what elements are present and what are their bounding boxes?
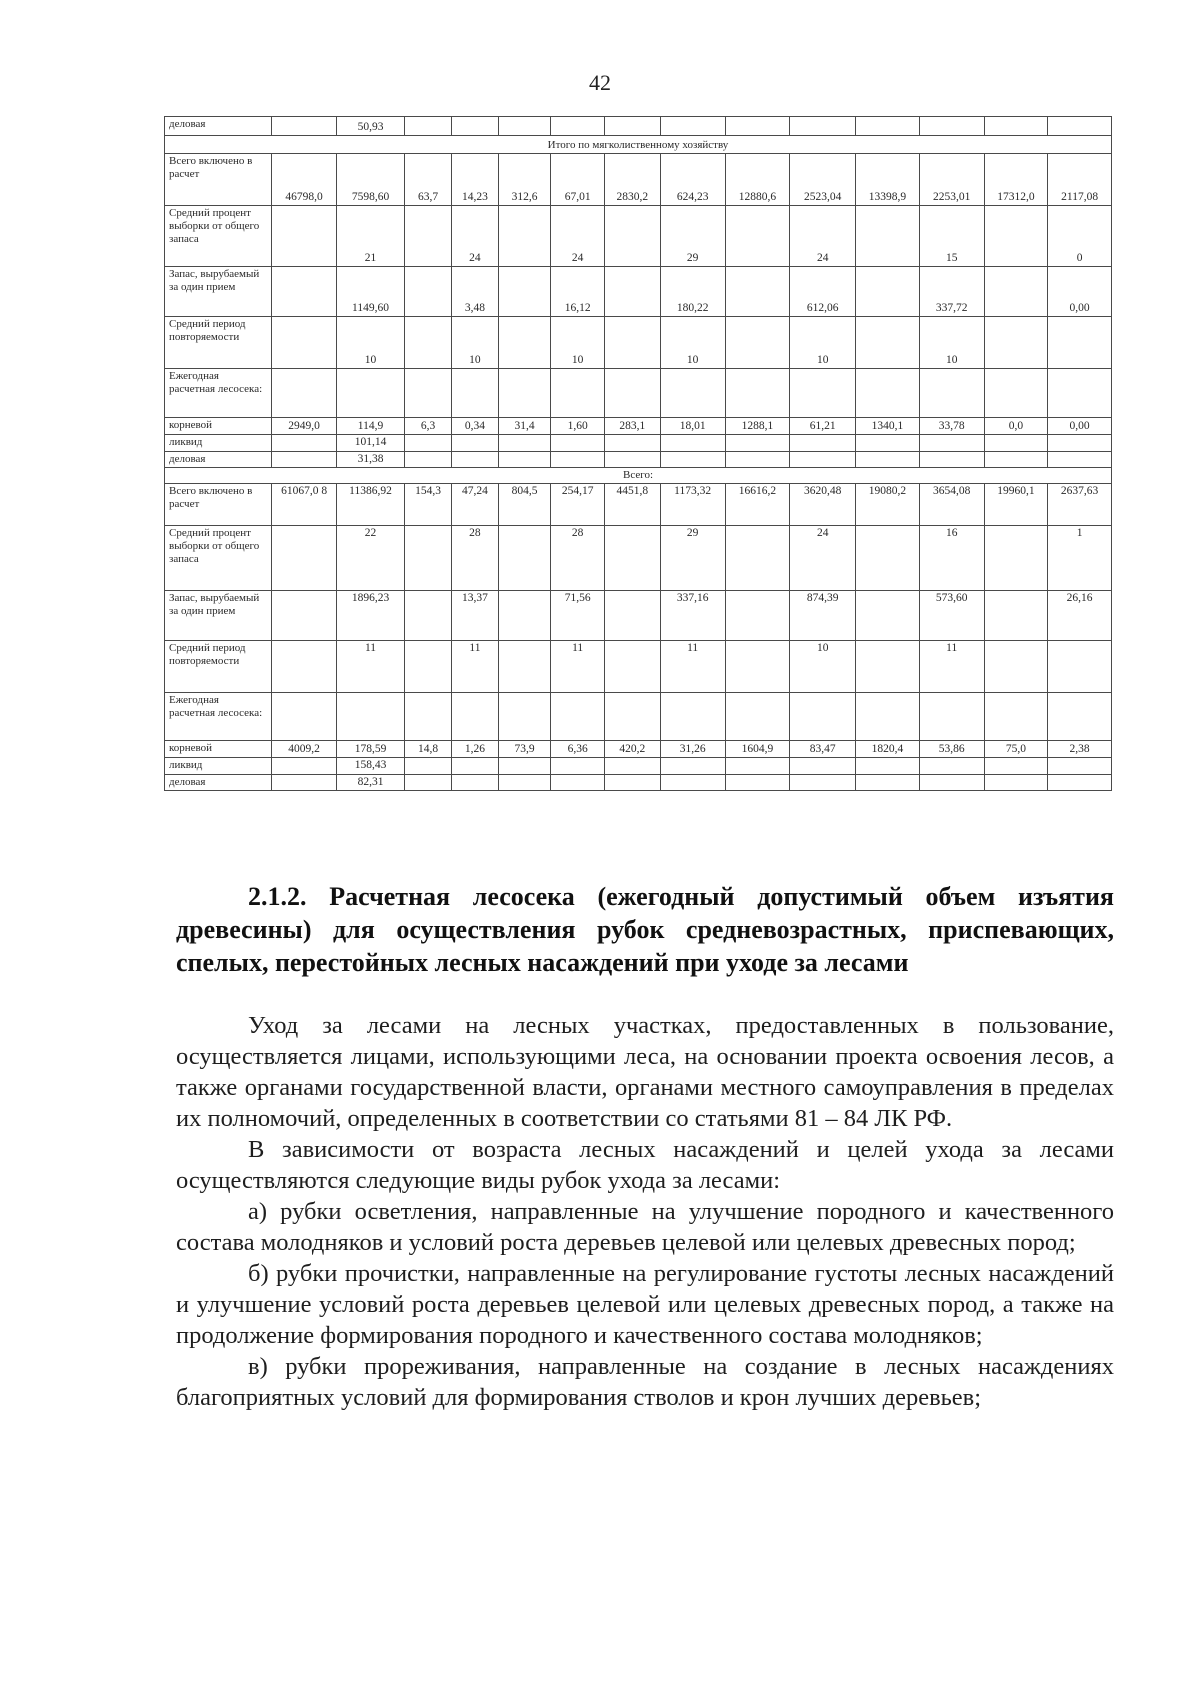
table-cell xyxy=(498,369,550,418)
table-cell xyxy=(498,526,550,591)
table-row xyxy=(165,741,1112,758)
table-row xyxy=(165,693,1112,741)
table-cell: 337,16 xyxy=(660,591,725,641)
table-cell: 46798,0 xyxy=(272,154,337,206)
table-cell: 612,06 xyxy=(790,267,856,317)
table-cell xyxy=(1048,451,1112,468)
table-cell xyxy=(919,774,984,791)
table-cell xyxy=(405,758,452,775)
table-cell: 0,00 xyxy=(1048,267,1112,317)
table-cell: 24 xyxy=(790,526,856,591)
table-cell xyxy=(1048,117,1112,136)
table-cell xyxy=(451,451,498,468)
table-cell xyxy=(660,451,725,468)
table-cell: 10 xyxy=(790,317,856,369)
table-cell: 7598,60 xyxy=(336,154,404,206)
table-cell xyxy=(660,369,725,418)
table-row xyxy=(165,774,1112,791)
table-cell: 874,39 xyxy=(790,591,856,641)
table-cell xyxy=(272,758,337,775)
table-cell xyxy=(856,117,920,136)
table-cell: 14,23 xyxy=(451,154,498,206)
table-cell xyxy=(856,526,920,591)
table-cell: 573,60 xyxy=(919,591,984,641)
table-cell xyxy=(604,369,660,418)
table-cell xyxy=(856,317,920,369)
table-row xyxy=(165,451,1112,468)
table-cell: 337,72 xyxy=(919,267,984,317)
table-cell xyxy=(725,267,790,317)
table-cell: 12880,6 xyxy=(725,154,790,206)
table-cell xyxy=(604,758,660,775)
table-cell: 17312,0 xyxy=(984,154,1048,206)
table-cell xyxy=(405,693,452,741)
table-cell xyxy=(272,206,337,267)
table-cell: 3620,48 xyxy=(790,484,856,526)
row-label: деловая xyxy=(165,451,272,468)
row-label: ликвид xyxy=(165,758,272,775)
table-cell xyxy=(272,369,337,418)
table-cell: 4451,8 xyxy=(604,484,660,526)
table-cell xyxy=(604,451,660,468)
table-cell: 15 xyxy=(919,206,984,267)
table-cell xyxy=(1048,317,1112,369)
table-cell xyxy=(984,451,1048,468)
table-cell xyxy=(272,451,337,468)
table-cell xyxy=(604,526,660,591)
table-cell xyxy=(919,451,984,468)
table-cell xyxy=(1048,758,1112,775)
table-cell: 19080,2 xyxy=(856,484,920,526)
table-cell: 50,93 xyxy=(336,117,404,136)
table-cell xyxy=(272,641,337,693)
table-cell xyxy=(336,693,404,741)
table-cell xyxy=(405,435,452,452)
table-cell: 3654,08 xyxy=(919,484,984,526)
table-cell xyxy=(725,317,790,369)
table-cell xyxy=(498,591,550,641)
table-cell xyxy=(725,526,790,591)
table-cell xyxy=(498,641,550,693)
table-cell: 10 xyxy=(451,317,498,369)
row-label: ликвид xyxy=(165,435,272,452)
table-cell xyxy=(984,117,1048,136)
table-cell xyxy=(498,117,550,136)
table-cell xyxy=(790,774,856,791)
table-row xyxy=(165,317,1112,369)
table-cell: 31,4 xyxy=(498,418,550,435)
table-cell xyxy=(1048,435,1112,452)
table-cell xyxy=(984,774,1048,791)
table-cell xyxy=(604,267,660,317)
table-row xyxy=(165,641,1112,693)
row-label: Ежегодная расчетная лесосека: xyxy=(165,369,272,418)
table-cell xyxy=(498,693,550,741)
table-cell: 14,8 xyxy=(405,741,452,758)
row-label: Средний процент выборки от общего запаса xyxy=(165,526,272,591)
table-cell xyxy=(1048,641,1112,693)
table-cell xyxy=(336,369,404,418)
table-cell xyxy=(725,206,790,267)
row-label: корневой xyxy=(165,741,272,758)
table-cell: 1 xyxy=(1048,526,1112,591)
table-cell: 312,6 xyxy=(498,154,550,206)
table-cell xyxy=(604,317,660,369)
table-cell: 2117,08 xyxy=(1048,154,1112,206)
table-cell xyxy=(919,369,984,418)
table-row xyxy=(165,206,1112,267)
table-cell xyxy=(604,693,660,741)
table-row xyxy=(165,418,1112,435)
table-cell: 1820,4 xyxy=(856,741,920,758)
table-cell: 154,3 xyxy=(405,484,452,526)
table-cell xyxy=(498,774,550,791)
table-section-title: Всего: xyxy=(165,468,1112,484)
cutting-area-table xyxy=(164,116,1112,791)
table-cell xyxy=(498,451,550,468)
table-cell xyxy=(451,758,498,775)
table-cell: 29 xyxy=(660,206,725,267)
row-label: Средний процент выборки от общего запаса xyxy=(165,206,272,267)
table-cell xyxy=(405,526,452,591)
table-cell xyxy=(405,774,452,791)
table-cell xyxy=(984,641,1048,693)
table-cell xyxy=(660,693,725,741)
table-cell: 254,17 xyxy=(551,484,605,526)
table-cell: 1,60 xyxy=(551,418,605,435)
table-cell xyxy=(856,369,920,418)
table-cell xyxy=(405,369,452,418)
table-cell xyxy=(1048,774,1112,791)
paragraph: в) рубки прореживания, направленные на создание в лесных насаждениях благоприятных условий для формирования стволов и крон лучших деревьев; xyxy=(176,1353,1114,1411)
table-cell: 11 xyxy=(660,641,725,693)
table-cell: 2523,04 xyxy=(790,154,856,206)
table-cell xyxy=(451,693,498,741)
table-cell xyxy=(856,206,920,267)
table-cell xyxy=(551,774,605,791)
table-cell xyxy=(856,641,920,693)
table-cell xyxy=(451,774,498,791)
table-cell: 1173,32 xyxy=(660,484,725,526)
table-row xyxy=(165,758,1112,775)
table-cell xyxy=(272,591,337,641)
table-cell: 1,26 xyxy=(451,741,498,758)
table-cell: 24 xyxy=(551,206,605,267)
table-cell xyxy=(984,206,1048,267)
table-cell: 283,1 xyxy=(604,418,660,435)
table-cell xyxy=(604,117,660,136)
table-cell: 101,14 xyxy=(336,435,404,452)
table-cell: 28 xyxy=(551,526,605,591)
table-cell xyxy=(984,591,1048,641)
row-label: Средний период повторяемости xyxy=(165,641,272,693)
table-cell xyxy=(984,317,1048,369)
table-row xyxy=(165,484,1112,526)
table-cell: 16,12 xyxy=(551,267,605,317)
table-cell: 10 xyxy=(660,317,725,369)
table-cell xyxy=(725,774,790,791)
table-cell: 1604,9 xyxy=(725,741,790,758)
table-cell: 82,31 xyxy=(336,774,404,791)
table-cell xyxy=(498,317,550,369)
table-cell xyxy=(790,117,856,136)
table-cell xyxy=(856,693,920,741)
table-cell xyxy=(790,693,856,741)
table-cell: 61067,0 8 xyxy=(272,484,337,526)
table-cell xyxy=(498,435,550,452)
row-label: Всего включено в расчет xyxy=(165,154,272,206)
table-cell xyxy=(984,435,1048,452)
table-cell: 11 xyxy=(551,641,605,693)
table-cell xyxy=(604,206,660,267)
table-cell: 180,22 xyxy=(660,267,725,317)
table-cell xyxy=(660,758,725,775)
table-cell xyxy=(551,435,605,452)
table-cell: 2637,63 xyxy=(1048,484,1112,526)
table-cell: 0,00 xyxy=(1048,418,1112,435)
table-cell xyxy=(405,591,452,641)
table-cell xyxy=(660,117,725,136)
table-cell xyxy=(856,591,920,641)
table-row xyxy=(165,435,1112,452)
table-cell: 10 xyxy=(336,317,404,369)
table-cell xyxy=(790,451,856,468)
table-cell: 804,5 xyxy=(498,484,550,526)
row-label: Ежегодная расчетная лесосека: xyxy=(165,693,272,741)
table-cell xyxy=(919,435,984,452)
table-cell xyxy=(984,267,1048,317)
table-cell xyxy=(856,267,920,317)
table-cell xyxy=(660,774,725,791)
table-cell: 11 xyxy=(336,641,404,693)
table-cell xyxy=(856,758,920,775)
table-cell: 73,9 xyxy=(498,741,550,758)
table-cell: 21 xyxy=(336,206,404,267)
table-cell: 18,01 xyxy=(660,418,725,435)
table-cell: 2253,01 xyxy=(919,154,984,206)
table-cell: 67,01 xyxy=(551,154,605,206)
table-cell xyxy=(984,526,1048,591)
table-cell: 11386,92 xyxy=(336,484,404,526)
table-cell xyxy=(272,526,337,591)
table-cell: 6,3 xyxy=(405,418,452,435)
table-cell: 63,7 xyxy=(405,154,452,206)
table-cell: 31,26 xyxy=(660,741,725,758)
table-cell xyxy=(790,758,856,775)
table-cell: 71,56 xyxy=(551,591,605,641)
table-cell: 22 xyxy=(336,526,404,591)
section-heading: 2.1.2. Расчетная лесосека (ежегодный допустимый объем изъятия древесины) для осуществления рубок средневозрастных, приспевающих, спелых, перестойных лесных насаждений при уходе за лесами xyxy=(176,882,1114,977)
table-cell: 19960,1 xyxy=(984,484,1048,526)
table-cell xyxy=(790,369,856,418)
table-cell xyxy=(405,267,452,317)
table-cell: 31,38 xyxy=(336,451,404,468)
table-cell: 28 xyxy=(451,526,498,591)
paragraph: а) рубки осветления, направленные на улучшение породного и качественного состава молодняков и условий роста деревьев целевой или целевых древесных пород; xyxy=(176,1198,1114,1256)
table-cell: 47,24 xyxy=(451,484,498,526)
table-cell xyxy=(498,267,550,317)
table-cell xyxy=(604,435,660,452)
table-cell xyxy=(919,693,984,741)
table-cell xyxy=(919,117,984,136)
table-cell: 1149,60 xyxy=(336,267,404,317)
table-cell: 0,0 xyxy=(984,418,1048,435)
table-cell xyxy=(405,317,452,369)
row-label: деловая xyxy=(165,774,272,791)
table-cell xyxy=(725,693,790,741)
table-cell: 10 xyxy=(790,641,856,693)
table-cell xyxy=(725,117,790,136)
table-row xyxy=(165,154,1112,206)
table-cell: 420,2 xyxy=(604,741,660,758)
table-cell xyxy=(451,435,498,452)
table-cell xyxy=(498,206,550,267)
table-cell xyxy=(856,774,920,791)
table-cell xyxy=(725,591,790,641)
table-cell: 2949,0 xyxy=(272,418,337,435)
table-row xyxy=(165,117,1112,136)
table-cell: 624,23 xyxy=(660,154,725,206)
table-row xyxy=(165,267,1112,317)
table-cell: 0 xyxy=(1048,206,1112,267)
table-cell: 10 xyxy=(551,317,605,369)
table-cell: 13398,9 xyxy=(856,154,920,206)
table-section-row xyxy=(165,468,1112,484)
table-cell xyxy=(790,435,856,452)
row-label: Средний период повторяемости xyxy=(165,317,272,369)
row-label: Запас, вырубаемый за один прием xyxy=(165,591,272,641)
table-cell: 75,0 xyxy=(984,741,1048,758)
table-cell xyxy=(498,758,550,775)
table-cell: 53,86 xyxy=(919,741,984,758)
table-row xyxy=(165,369,1112,418)
row-label: деловая xyxy=(165,117,272,136)
paragraph: Уход за лесами на лесных участках, предоставленных в пользование, осуществляется лицами, использующими леса, на основании проекта освоения лесов, а также органами государственной власти, органами местного самоуправления в пределах их полномочий, определенных в соответствии со статьями 81 – 84 ЛК РФ. xyxy=(176,1012,1114,1132)
table-cell: 11 xyxy=(451,641,498,693)
table-cell: 6,36 xyxy=(551,741,605,758)
table-cell: 61,21 xyxy=(790,418,856,435)
table-cell: 114,9 xyxy=(336,418,404,435)
table-cell xyxy=(272,435,337,452)
table-cell xyxy=(604,641,660,693)
table-cell xyxy=(272,693,337,741)
table-cell xyxy=(725,451,790,468)
page-number: 42 xyxy=(589,70,611,95)
table-cell: 16 xyxy=(919,526,984,591)
table-cell xyxy=(725,641,790,693)
table-cell: 3,48 xyxy=(451,267,498,317)
table-cell xyxy=(451,369,498,418)
table-cell xyxy=(405,641,452,693)
table-cell xyxy=(405,451,452,468)
table-cell: 1288,1 xyxy=(725,418,790,435)
paragraph: В зависимости от возраста лесных насаждений и целей ухода за лесами осуществляются следующие виды рубок ухода за лесами: xyxy=(176,1136,1114,1194)
section-body xyxy=(176,1010,1114,1413)
table-cell xyxy=(660,435,725,452)
table-cell xyxy=(551,117,605,136)
table-cell: 158,43 xyxy=(336,758,404,775)
table-cell xyxy=(604,774,660,791)
table-cell xyxy=(272,117,337,136)
table-cell: 29 xyxy=(660,526,725,591)
row-label: Запас, вырубаемый за один прием xyxy=(165,267,272,317)
table-cell: 2,38 xyxy=(1048,741,1112,758)
table-cell xyxy=(984,693,1048,741)
table-cell: 2830,2 xyxy=(604,154,660,206)
table-section-title: Итого по мягколиственному хозяйству xyxy=(165,136,1112,154)
table-cell xyxy=(405,206,452,267)
table-cell: 33,78 xyxy=(919,418,984,435)
table-cell xyxy=(604,591,660,641)
table-cell xyxy=(551,369,605,418)
table-cell: 24 xyxy=(790,206,856,267)
table-cell xyxy=(856,451,920,468)
row-label: корневой xyxy=(165,418,272,435)
paragraph: б) рубки прочистки, направленные на регулирование густоты лесных насаждений и улучшение условий роста деревьев целевой или целевых древесных пород, а также на продолжение формирования породного и качественного состава молодняков; xyxy=(176,1260,1114,1349)
row-label: Всего включено в расчет xyxy=(165,484,272,526)
table-cell: 10 xyxy=(919,317,984,369)
table-cell: 1896,23 xyxy=(336,591,404,641)
table-cell xyxy=(725,758,790,775)
table-cell: 4009,2 xyxy=(272,741,337,758)
table-cell xyxy=(1048,693,1112,741)
table-cell: 26,16 xyxy=(1048,591,1112,641)
table-cell: 24 xyxy=(451,206,498,267)
table-cell xyxy=(984,369,1048,418)
table-row xyxy=(165,526,1112,591)
table-cell: 83,47 xyxy=(790,741,856,758)
table-cell xyxy=(272,317,337,369)
table-cell xyxy=(551,451,605,468)
table-cell xyxy=(451,117,498,136)
table-cell xyxy=(1048,369,1112,418)
table-cell: 11 xyxy=(919,641,984,693)
table-cell: 16616,2 xyxy=(725,484,790,526)
table-cell: 0,34 xyxy=(451,418,498,435)
table-cell: 1340,1 xyxy=(856,418,920,435)
table-cell xyxy=(856,435,920,452)
table-cell: 13,37 xyxy=(451,591,498,641)
table-cell xyxy=(725,435,790,452)
table-section-row xyxy=(165,136,1112,154)
table-cell xyxy=(551,758,605,775)
table-cell xyxy=(272,774,337,791)
table-cell xyxy=(725,369,790,418)
table-cell xyxy=(272,267,337,317)
table-cell xyxy=(919,758,984,775)
table-cell xyxy=(551,693,605,741)
table-cell xyxy=(405,117,452,136)
table-row xyxy=(165,591,1112,641)
table-cell xyxy=(984,758,1048,775)
table-cell: 178,59 xyxy=(336,741,404,758)
